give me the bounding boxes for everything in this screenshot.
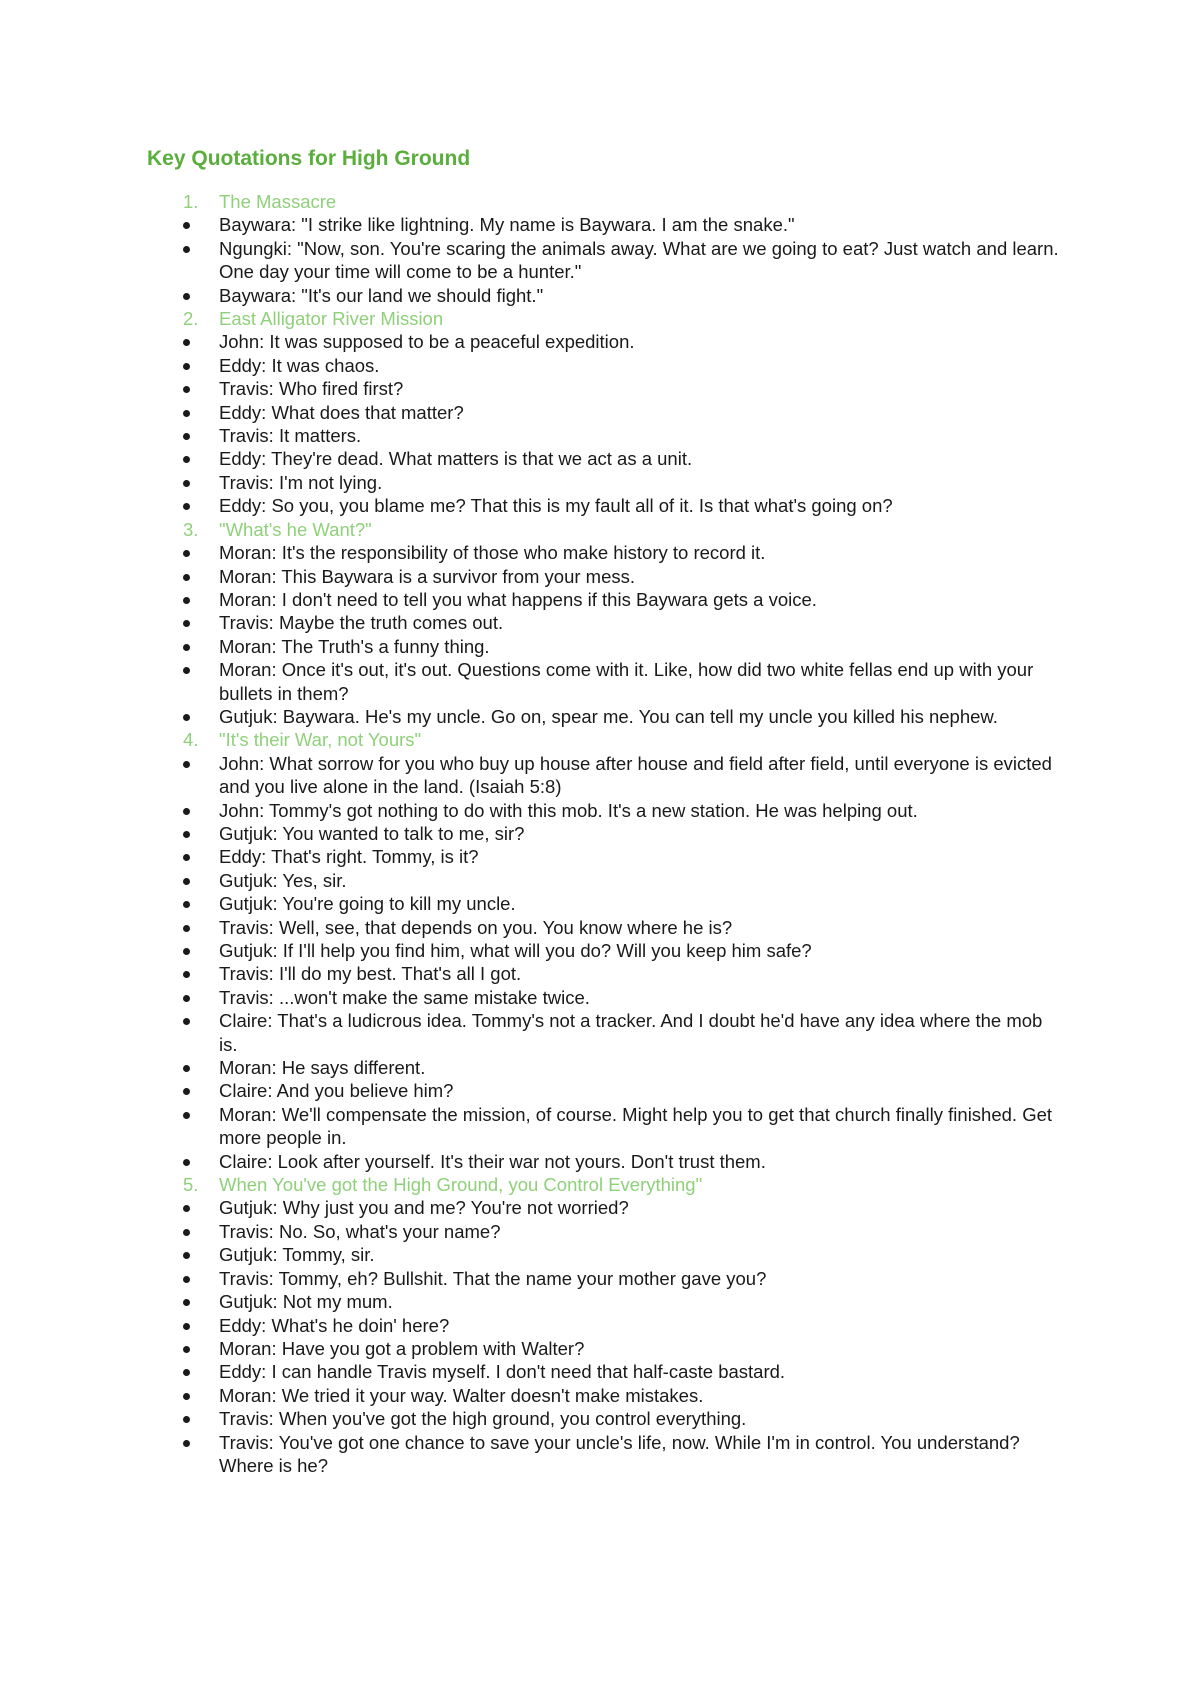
section-number: 2.: [183, 308, 199, 330]
quote-text: Moran: This Baywara is a survivor from your mess.: [219, 565, 636, 587]
quote-item: [0, 377, 1200, 400]
quote-text: Moran: The Truth's a funny thing.: [219, 635, 490, 657]
section-number: 3.: [183, 518, 199, 540]
bullet-icon: [183, 667, 190, 674]
section-heading: [0, 518, 1200, 541]
quote-text: Travis: No. So, what's your name?: [219, 1220, 501, 1242]
bullet-icon: [183, 1440, 190, 1447]
quote-text: Claire: That's a ludicrous idea. Tommy's not a tracker. And I doubt he'd have any idea where the mob is.: [219, 1010, 1043, 1055]
bullet-icon: [183, 761, 190, 768]
quote-item: [0, 1220, 1200, 1243]
quote-item: [0, 962, 1200, 985]
bullet-icon: [183, 925, 190, 932]
bullet-icon: [183, 1369, 190, 1376]
quote-text: Travis: Well, see, that depends on you. You know where he is?: [219, 916, 733, 938]
quote-item: [0, 424, 1200, 447]
quote-text: Gutjuk: You're going to kill my uncle.: [219, 893, 516, 915]
quote-item: [0, 892, 1200, 915]
quote-item: [0, 1407, 1200, 1430]
section-heading: [0, 190, 1200, 213]
quote-item: [0, 799, 1200, 822]
bullet-icon: [183, 1018, 190, 1025]
quote-text: Baywara: "I strike like lightning. My name is Baywara. I am the snake.": [219, 214, 795, 236]
quote-item: [0, 752, 1200, 799]
bullet-icon: [183, 1276, 190, 1283]
bullet-icon: [183, 550, 190, 557]
quote-text: Travis: ...won't make the same mistake twice.: [219, 986, 590, 1008]
bullet-icon: [183, 1229, 190, 1236]
bullet-icon: [183, 620, 190, 627]
quote-item: [0, 1079, 1200, 1102]
quote-text: Moran: Once it's out, it's out. Questions come with it. Like, how did two white fellas end up with your bullets in them?: [219, 659, 1034, 704]
section-heading-text: The Massacre: [219, 191, 337, 212]
quote-item: [0, 916, 1200, 939]
bullet-icon: [183, 597, 190, 604]
quote-item: [0, 1290, 1200, 1313]
quote-item: [0, 447, 1200, 470]
quote-item: [0, 635, 1200, 658]
bullet-icon: [183, 901, 190, 908]
quote-item: [0, 1196, 1200, 1219]
bullet-icon: [183, 574, 190, 581]
bullet-icon: [183, 1416, 190, 1423]
bullet-icon: [183, 1252, 190, 1259]
quote-text: Travis: I'm not lying.: [219, 471, 383, 493]
quote-item: [0, 1243, 1200, 1266]
bullet-icon: [183, 948, 190, 955]
quote-text: Moran: I don't need to tell you what happens if this Baywara gets a voice.: [219, 588, 817, 610]
bullet-icon: [183, 1323, 190, 1330]
quote-item: [0, 1009, 1200, 1056]
quote-text: John: What sorrow for you who buy up house after house and field after field, until everyone is evicted and you live alone in the land. (Isaiah 5:8): [219, 752, 1052, 798]
quote-text: Moran: We tried it your way. Walter doesn't make mistakes.: [219, 1384, 704, 1406]
quote-item: [0, 1150, 1200, 1173]
quote-text: John: It was supposed to be a peaceful expedition.: [219, 331, 635, 353]
quote-text: Eddy: So you, you blame me? That this is my fault all of it. Is that what's going on?: [219, 495, 893, 517]
quote-item: [0, 494, 1200, 517]
quote-text: Moran: We'll compensate the mission, of course. Might help you to get that church finally finished. Get more people in.: [219, 1103, 1053, 1149]
quote-item: [0, 330, 1200, 353]
bullet-icon: [183, 339, 190, 346]
quote-text: Travis: Maybe the truth comes out.: [219, 612, 504, 634]
quote-text: Eddy: I can handle Travis myself. I don't need that half-caste bastard.: [219, 1361, 786, 1383]
quote-item: [0, 284, 1200, 307]
section-heading-text: East Alligator River Mission: [219, 308, 444, 330]
quote-text: Gutjuk: You wanted to talk to me, sir?: [219, 822, 525, 844]
quote-item: [0, 705, 1200, 728]
quote-text: Gutjuk: If I'll help you find him, what will you do? Will you keep him safe?: [219, 940, 812, 961]
quote-item: [0, 1314, 1200, 1337]
quote-item: [0, 541, 1200, 564]
quote-text: Travis: You've got one chance to save your uncle's life, now. While I'm in control. You understand? Where is he?: [219, 1431, 1020, 1476]
quote-item: [0, 565, 1200, 588]
quote-text: Claire: Look after yourself. It's their war not yours. Don't trust them.: [219, 1150, 766, 1172]
quote-text: Moran: He says different.: [219, 1057, 426, 1079]
quote-text: Gutjuk: Why just you and me? You're not worried?: [219, 1197, 629, 1219]
quote-text: Eddy: They're dead. What matters is that we act as a unit.: [219, 448, 693, 470]
quote-item: [0, 845, 1200, 868]
quote-text: Travis: Tommy, eh? Bullshit. That the name your mother gave you?: [219, 1267, 767, 1289]
quote-item: [0, 611, 1200, 634]
bullet-icon: [183, 386, 190, 393]
bullet-icon: [183, 456, 190, 463]
quote-text: Travis: Who fired first?: [219, 378, 404, 400]
quote-text: Gutjuk: Yes, sir.: [219, 869, 347, 891]
quote-item: [0, 1360, 1200, 1383]
bullet-icon: [183, 503, 190, 510]
quote-item: [0, 471, 1200, 494]
quote-item: [0, 986, 1200, 1009]
quote-text: Claire: And you believe him?: [219, 1080, 454, 1102]
bullet-icon: [183, 1065, 190, 1072]
quote-text: John: Tommy's got nothing to do with this mob. It's a new station. He was helping out.: [219, 799, 918, 821]
quote-item: [0, 939, 1200, 962]
bullet-icon: [183, 878, 190, 885]
quote-text: Gutjuk: Tommy, sir.: [219, 1244, 375, 1266]
quote-text: Eddy: What does that matter?: [219, 401, 464, 423]
bullet-icon: [183, 808, 190, 815]
quote-item: [0, 588, 1200, 611]
quote-item: [0, 869, 1200, 892]
section-heading: [0, 307, 1200, 330]
bullet-icon: [183, 714, 190, 721]
quote-item: [0, 213, 1200, 236]
quote-item: [0, 237, 1200, 284]
quote-text: Moran: Have you got a problem with Walter?: [219, 1337, 585, 1359]
bullet-icon: [183, 1299, 190, 1306]
bullet-icon: [183, 854, 190, 861]
section-heading-text: When You've got the High Ground, you Control Everything": [219, 1174, 703, 1196]
quote-item: [0, 354, 1200, 377]
bullet-icon: [183, 995, 190, 1002]
section-heading: [0, 728, 1200, 751]
quote-item: [0, 1103, 1200, 1150]
bullet-icon: [183, 363, 190, 370]
section-number: 1.: [183, 191, 199, 212]
bullet-icon: [183, 222, 190, 229]
quote-text: Gutjuk: Not my mum.: [219, 1291, 393, 1313]
bullet-icon: [183, 480, 190, 487]
bullet-icon: [183, 1088, 190, 1095]
quotation-list: [0, 190, 1200, 1477]
page-title: Key Quotations for High Ground: [147, 147, 471, 170]
quote-text: Eddy: It was chaos.: [219, 354, 380, 376]
quote-text: Eddy: That's right. Tommy, is it?: [219, 846, 479, 868]
quote-item: [0, 1384, 1200, 1407]
bullet-icon: [183, 1393, 190, 1400]
section-heading: [0, 1173, 1200, 1196]
quote-item: [0, 658, 1200, 705]
quote-item: [0, 822, 1200, 845]
quote-text: Gutjuk: Baywara. He's my uncle. Go on, spear me. You can tell my uncle you killed his nephew.: [219, 705, 998, 727]
quote-text: Ngungki: "Now, son. You're scaring the animals away. What are we going to eat? Just watch and learn. One day your time will come to be a hunter.": [219, 237, 1059, 283]
bullet-icon: [183, 246, 190, 253]
section-heading-text: "What's he Want?": [219, 518, 372, 540]
bullet-icon: [183, 831, 190, 838]
section-number: 5.: [183, 1174, 199, 1196]
quote-item: [0, 401, 1200, 424]
quote-text: Travis: When you've got the high ground, you control everything.: [219, 1408, 747, 1430]
quote-text: Moran: It's the responsibility of those who make history to record it.: [219, 542, 766, 564]
quote-item: [0, 1431, 1200, 1478]
bullet-icon: [183, 644, 190, 651]
quote-item: [0, 1267, 1200, 1290]
bullet-icon: [183, 293, 190, 300]
bullet-icon: [183, 1159, 190, 1166]
bullet-icon: [183, 1112, 190, 1119]
bullet-icon: [183, 1205, 190, 1212]
quote-text: Travis: It matters.: [219, 425, 362, 447]
section-heading-text: "It's their War, not Yours": [219, 729, 422, 751]
quote-text: Travis: I'll do my best. That's all I got.: [219, 963, 522, 985]
bullet-icon: [183, 1346, 190, 1353]
quote-text: Eddy: What's he doin' here?: [219, 1314, 450, 1336]
bullet-icon: [183, 433, 190, 440]
bullet-icon: [183, 410, 190, 417]
section-number: 4.: [183, 729, 199, 751]
quote-text: Baywara: "It's our land we should fight.": [219, 284, 544, 306]
quote-item: [0, 1337, 1200, 1360]
bullet-icon: [183, 971, 190, 978]
quote-item: [0, 1056, 1200, 1079]
